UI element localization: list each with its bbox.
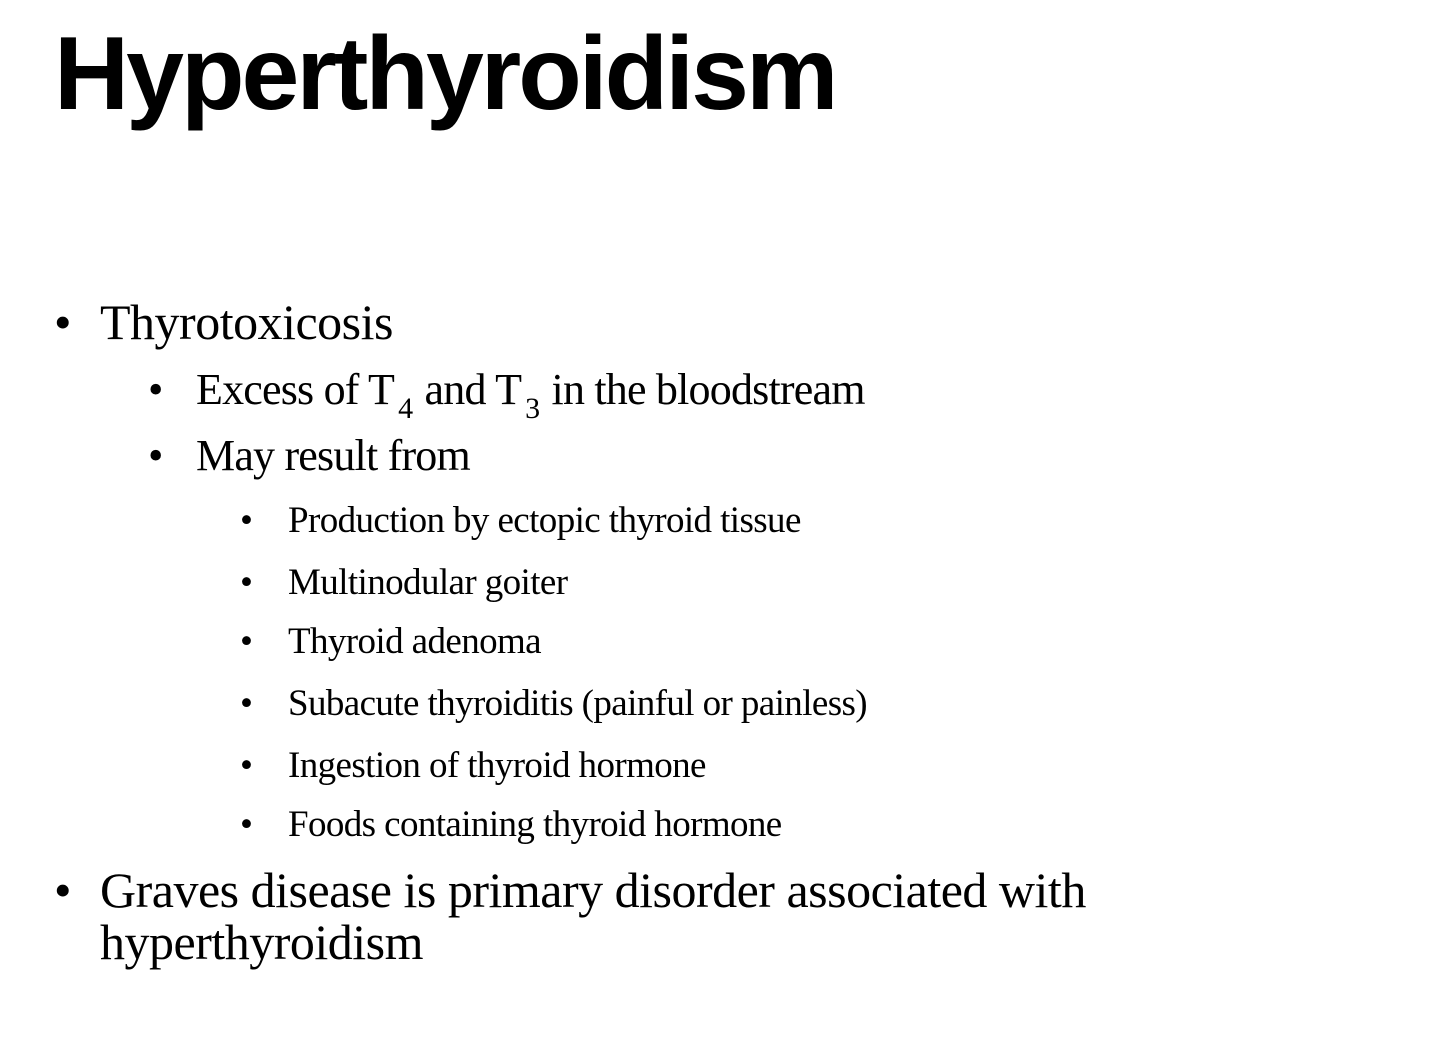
- bullet-text: Thyroid adenoma: [288, 621, 541, 662]
- bullet-text: Subacute thyroiditis (painful or painless): [288, 683, 868, 724]
- bullet-icon: •: [240, 562, 253, 603]
- bullet-icon: •: [148, 365, 164, 414]
- bullet-icon: •: [240, 500, 253, 541]
- bullet-icon: •: [54, 862, 72, 918]
- bullet-text: Multinodular goiter: [288, 562, 568, 603]
- bullet-text: Production by ectopic thyroid tissue: [288, 500, 801, 541]
- bullet-text: Thyrotoxicosis: [100, 294, 393, 350]
- bullet-icon: •: [240, 621, 253, 662]
- bullet-icon: •: [240, 804, 253, 845]
- bullet-icon: •: [148, 431, 164, 480]
- subscript-4: 4: [398, 392, 413, 425]
- bullet-text: Ingestion of thyroid hormone: [288, 745, 706, 786]
- bullet-icon: •: [240, 745, 253, 786]
- bullet-icon: •: [54, 294, 72, 350]
- subscript-3: 3: [525, 392, 540, 425]
- bullet-text: Graves disease is primary disorder associated with hyperthyroidism: [100, 862, 1086, 970]
- text-part: and T: [414, 365, 522, 414]
- bullet-text: [196, 365, 865, 425]
- text-part: in the bloodstream: [541, 365, 865, 414]
- bullet-text: Foods containing thyroid hormone: [288, 804, 782, 845]
- bullet-text: May result from: [196, 431, 470, 480]
- bullet-icon: •: [240, 683, 253, 724]
- slide-title: Hyperthyroidism: [54, 16, 836, 132]
- text-part: Excess of T: [196, 365, 395, 414]
